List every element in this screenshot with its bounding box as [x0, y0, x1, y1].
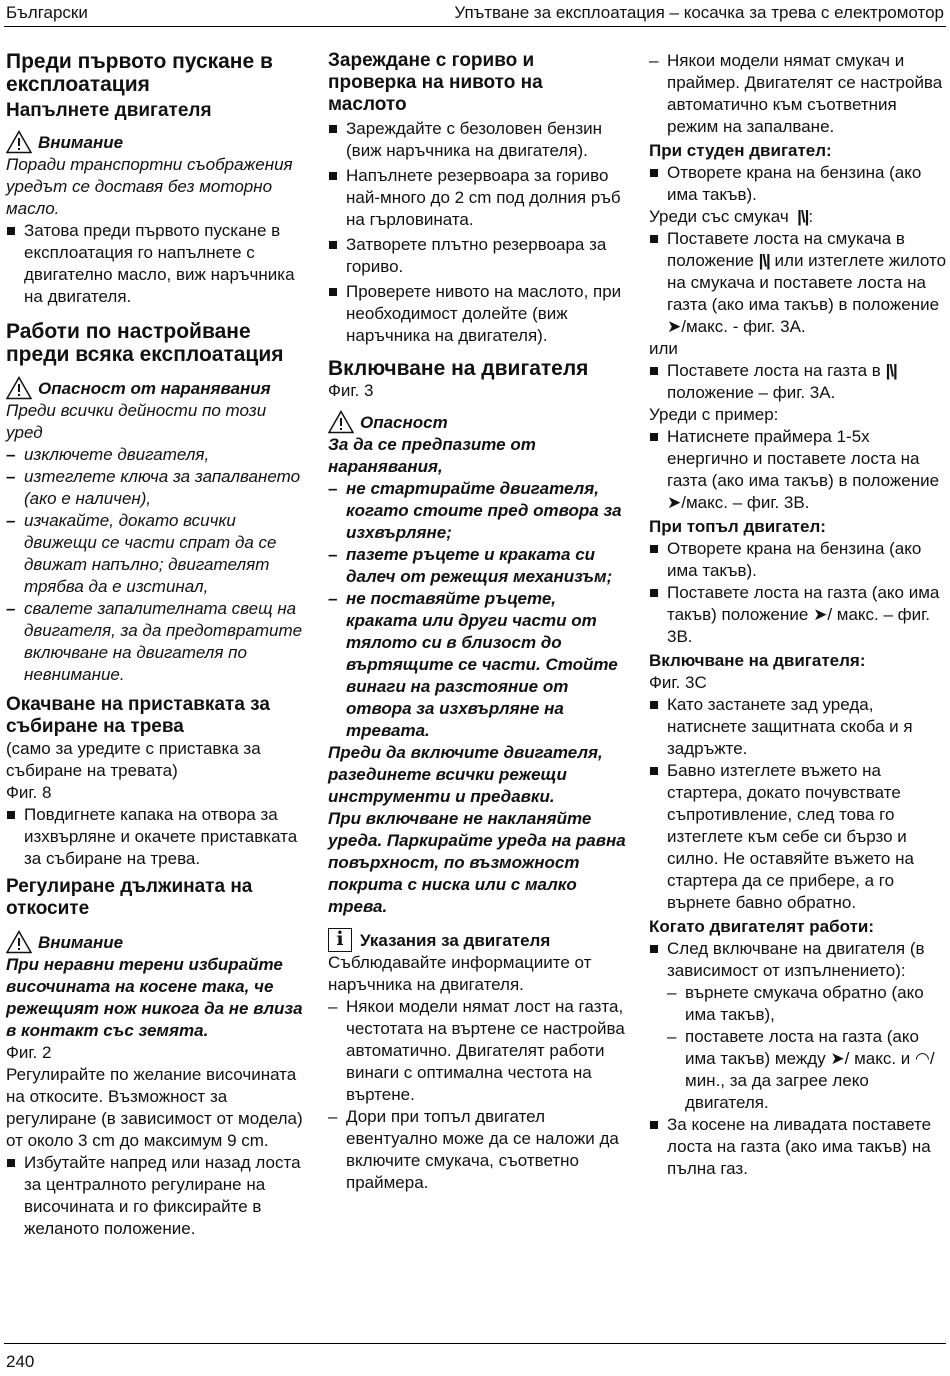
danger-paragraph: При включване не накланяйте уреда. Паркирайте уреда на равна повърхност, по възможност покрита с ниска или с малко трева.: [328, 809, 626, 916]
page-header: [4, 0, 946, 27]
heading-fill-engine: Напълнете двигателя: [6, 100, 212, 121]
list-item: Отворете крана на бензина (ако има такъв).: [649, 162, 947, 206]
choke-icon: |\|: [758, 251, 770, 270]
heading-cold-engine: При студен двигател:: [649, 141, 832, 160]
on-fig: Фиг. 3C: [649, 673, 707, 692]
list-item: – пазете ръцете и краката си далеч от режещия механизъм;: [328, 544, 626, 588]
column-2: [328, 44, 626, 1194]
list-item: – свалете запалителната свещ на двигателя, за да предотвратите включване на двигателя по невнимание.: [6, 598, 304, 686]
list-item: Поставете лоста на газта в |\| положение – фиг. 3A.: [649, 360, 947, 404]
danger-title: Опасност: [360, 413, 448, 432]
danger-intro: Преди всички дейности по този уред: [6, 401, 267, 442]
list-item: Отворете крана на бензина (ако има такъв).: [649, 538, 947, 582]
list-item: – Някои модели нямат лост на газта, честотата на въртене се настройва автоматично. Двигателят работи винаги с оптимална честота на въртене.: [328, 996, 626, 1106]
info-icon: i: [328, 928, 352, 952]
danger-intro: За да се предпазите от наранявания,: [328, 435, 536, 476]
rabbit-fast-icon: ➤: [830, 1049, 845, 1069]
list-item: Напълнете резервоара за гориво най-много до 2 cm под долния ръб на гърловината.: [328, 165, 626, 231]
rabbit-fast-icon: ➤: [667, 493, 682, 513]
column-3: [649, 44, 947, 1180]
height-fig: Фиг. 2: [6, 1043, 52, 1062]
warning-title: Внимание: [38, 133, 124, 152]
choke-label: Уреди със смукач |\|:: [649, 207, 814, 226]
warning-box: [6, 130, 304, 154]
warning-triangle-icon: [6, 130, 32, 154]
info-box: [328, 928, 626, 952]
page-number: 240: [6, 1352, 35, 1371]
or-text: или: [649, 339, 678, 358]
list-item: – изтеглете ключа за запалването (ако е наличен),: [6, 466, 304, 510]
warning-triangle-icon: [6, 376, 32, 400]
list-item: Бавно изтеглете въжето на стартера, докато почувствате съпротивление, след това го изтеглете към себе си бързо и силно. Не оставяйте въжето на стартера да се прибере, а го върнете бавно обратно.: [649, 760, 947, 914]
info-title: Указания за двигателя: [360, 931, 551, 950]
warning-text: Поради транспортни съображения уредът се доставя без моторно масло.: [6, 155, 293, 218]
list-item: – изчакайте, докато всички движещи се части спрат да се движат напълно; двигателят трябва да е изстинал,: [6, 510, 304, 598]
list-item: Затова преди първото пускане в експлоатация го напълнете с двигателно масло, виж наръчника на двигателя.: [6, 220, 304, 308]
list-item: – не стартирайте двигателя, когато стоите пред отвора за изхвърляне;: [328, 478, 626, 544]
rabbit-fast-icon: ➤: [667, 317, 682, 337]
list-item: Зареждайте с безоловен бензин (виж наръчника на двигателя).: [328, 118, 626, 162]
danger-box: [328, 410, 626, 434]
warning-title: Внимание: [38, 933, 124, 952]
danger-title: Опасност от наранявания: [38, 379, 271, 398]
list-item: – Някои модели нямат смукач и праймер. Двигателят се настройва автоматично към съответния режим на запалване.: [649, 50, 947, 138]
list-item: – не поставяйте ръцете, краката или други части от тялото си в близост до въртящите се части. Стойте винаги на разстояние от отвора за изхвърляне на тревата.: [328, 588, 626, 742]
heading-catcher: Окачване на приставката за събиране на трева: [6, 694, 270, 737]
list-item: За косене на ливадата поставете лоста на газта (ако има такъв) на пълна газ.: [649, 1114, 947, 1180]
start-fig: Фиг. 3: [328, 381, 374, 400]
primer-label: Уреди с пример:: [649, 405, 779, 424]
heading-engine-on: Включване на двигателя:: [649, 651, 866, 670]
height-text: Регулирайте по желание височината на откосите. Възможност за регулиране (в зависимост от модела) от около 3 cm до максимум 9 cm.: [6, 1065, 303, 1150]
warning-triangle-icon: [328, 410, 354, 434]
rabbit-fast-icon: ➤: [813, 605, 828, 625]
list-item: Затворете плътно резервоара за гориво.: [328, 234, 626, 278]
heading-height: Регулиране дължината на откосите: [6, 876, 253, 919]
danger-paragraph: Преди да включите двигателя, разединете всички режещи инструменти и предавки.: [328, 743, 603, 806]
list-item: Проверете нивото на маслото, при необходимост долейте (виж наръчника на двигателя).: [328, 281, 626, 347]
heading-setup: Работи по настройване преди всяка експлоатация: [6, 320, 284, 366]
heading-start: Включване на двигателя: [328, 357, 589, 380]
header-title: Упътване за експлоатация – косачка за трева с електромотор: [454, 3, 944, 22]
info-text: Съблюдавайте информациите от наръчника на двигателя.: [328, 953, 592, 994]
list-item: Като застанете зад уреда, натиснете защитната скоба и я задръжте.: [649, 694, 947, 760]
choke-icon: |\|: [793, 207, 809, 226]
heading-running: Когато двигателят работи:: [649, 917, 875, 936]
list-item: Поставете лоста на газта (ако има такъв) положение ➤/ макс. – фиг. 3B.: [649, 582, 947, 648]
header-language: Български: [6, 3, 88, 22]
list-item: – изключете двигателя,: [6, 444, 304, 466]
list-item: Повдигнете капака на отвора за изхвърляне и окачете приставката за събиране на трева.: [6, 804, 304, 870]
heading-fuel: Зареждане с гориво и проверка на нивото на маслото: [328, 50, 543, 115]
catcher-fig: Фиг. 8: [6, 783, 52, 802]
warning-text: При неравни терени избирайте височината на косене така, че режещият нож никога да не влиза в контакт със земята.: [6, 955, 303, 1040]
list-item: Избутайте напред или назад лоста за централното регулиране на височината и го фиксирайте в желаното положение.: [6, 1152, 304, 1240]
column-1: [6, 44, 304, 1240]
list-item: Натиснете праймера 1-5x енергично и поставете лоста на газта (ако има такъв) в положение ➤/макс. – фиг. 3B.: [649, 426, 947, 514]
danger-box: [6, 376, 304, 400]
heading-first-use: Преди първото пускане в експлоатация: [6, 50, 273, 96]
warning-triangle-icon: [6, 930, 32, 954]
list-item: – поставете лоста на газта (ако има такъв) между ➤/ макс. и ◠/мин., за да загрее леко двигателя.: [667, 1026, 947, 1114]
list-item: Поставете лоста на смукача в положение |\| или изтеглете жилото на смукача и поставете лоста на газта (ако има такъв) в положение ➤/макс. - фиг. 3A.: [649, 228, 947, 338]
turtle-slow-icon: ◠: [915, 1049, 930, 1069]
list-item: След включване на двигателя (в зависимост от изпълнението): – върнете смукача обратно (ако има такъв), – поставете лоста на газта (ако има такъв) между ➤/ макс. и ◠/мин., за да загрее леко двигателя.: [649, 938, 947, 1114]
heading-warm-engine: При топъл двигател:: [649, 517, 826, 536]
choke-icon: |\|: [885, 361, 897, 380]
warning-box: [6, 930, 304, 954]
list-item: – върнете смукача обратно (ако има такъв),: [667, 982, 947, 1026]
list-item: – Дори при топъл двигател евентуално може да се наложи да включите смукача, съответно праймера.: [328, 1106, 626, 1194]
footer-rule: [4, 1343, 946, 1344]
catcher-note: (само за уредите с приставка за събиране на тревата): [6, 739, 261, 780]
